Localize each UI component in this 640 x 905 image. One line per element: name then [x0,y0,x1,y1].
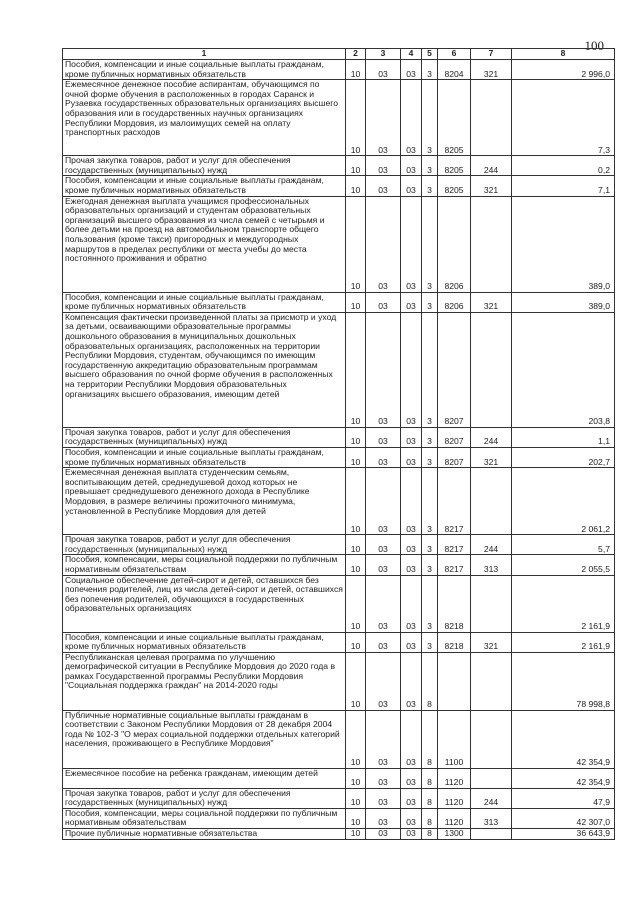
target-code-cell: 8204 [438,60,471,80]
table-row [63,632,615,652]
table-row [63,555,615,575]
target-code-cell: 8207 [438,312,471,427]
section-code-cell: 10 [346,427,366,447]
table-row [63,292,615,312]
subsection-code-cell: 03 [366,829,401,840]
target-code-cell: 1100 [438,710,471,768]
subprogram-code-cell: 3 [422,312,438,427]
subprogram-code-cell: 8 [422,652,438,710]
amount-cell: 202,7 [512,447,615,467]
subsection-code-cell: 03 [366,808,401,828]
section-code-cell: 10 [346,468,366,535]
expense-type-cell [471,829,512,840]
program-code-cell: 03 [401,447,422,467]
program-code-cell: 03 [401,555,422,575]
section-code-cell: 10 [346,60,366,80]
subsection-code-cell: 03 [366,468,401,535]
amount-cell: 42 307,0 [512,808,615,828]
row-name-cell: Ежемесячная денежная выплата студенческим семьям, воспитывающим детей, среднедушевой доход которых не превышает среднедушевого денежного дохода в Республике Мордовия, в размере величины прожиточного минимума, установленной в Республике Мордовия для детей [63,468,346,535]
target-code-cell: 1300 [438,829,471,840]
amount-cell: 2 061,2 [512,468,615,535]
program-code-cell: 03 [401,196,422,292]
section-code-cell: 10 [346,575,366,632]
row-name-cell: Компенсация фактически произведенной платы за присмотр и уход за детьми, осваивающими образовательные программы дошкольного образования в муниципальных дошкольных образовательных организациях, расположенных на территории Республики Мордовия, студентам, обучающимся по имеющим государственную аккредитацию образовательным программам высшего образования по очной форме обучения в расположенных на территории Республики Мордовия образовательных организациях высшего образования, имеющим детей [63,312,346,427]
amount-cell: 7,3 [512,80,615,156]
header-cell: 8 [512,49,615,60]
target-code-cell: 8205 [438,80,471,156]
subsection-code-cell: 03 [366,80,401,156]
amount-cell: 389,0 [512,196,615,292]
row-name-cell: Публичные нормативные социальные выплаты гражданам в соответствии с Законом Республики Мордовия от 28 декабря 2004 года № 102-З "О мерах социальной поддержки отдельных категорий населения, проживающего в Республике Мордовия" [63,710,346,768]
target-code-cell: 8218 [438,632,471,652]
subsection-code-cell: 03 [366,312,401,427]
section-code-cell: 10 [346,447,366,467]
amount-cell: 7,1 [512,176,615,196]
subsection-code-cell: 03 [366,427,401,447]
target-code-cell: 1120 [438,788,471,808]
target-code-cell: 8206 [438,292,471,312]
row-name-cell: Прочая закупка товаров, работ и услуг для обеспечения государственных (муниципальных) нужд [63,156,346,176]
target-code-cell: 8207 [438,427,471,447]
expense-type-cell [471,312,512,427]
row-name-cell: Пособия, компенсации и иные социальные выплаты гражданам, кроме публичных нормативных обязательств [63,176,346,196]
subprogram-code-cell: 3 [422,632,438,652]
target-code-cell: 8217 [438,535,471,555]
header-cell: 5 [422,49,438,60]
expense-type-cell: 244 [471,156,512,176]
row-name-cell: Прочая закупка товаров, работ и услуг для обеспечения государственных (муниципальных) нужд [63,788,346,808]
header-cell: 3 [366,49,401,60]
subprogram-code-cell: 3 [422,447,438,467]
section-code-cell: 10 [346,535,366,555]
expense-type-cell [471,575,512,632]
table-header-row [63,49,615,60]
subprogram-code-cell: 8 [422,710,438,768]
table-row [63,652,615,710]
subprogram-code-cell: 8 [422,788,438,808]
amount-cell: 2 161,9 [512,575,615,632]
expense-type-cell: 321 [471,447,512,467]
target-code-cell: 8217 [438,468,471,535]
program-code-cell: 03 [401,156,422,176]
expense-type-cell: 321 [471,632,512,652]
subsection-code-cell: 03 [366,176,401,196]
table-row [63,80,615,156]
row-name-cell: Пособия, компенсации и иные социальные выплаты гражданам, кроме публичных нормативных обязательств [63,60,346,80]
target-code-cell: 8218 [438,575,471,632]
row-name-cell: Прочая закупка товаров, работ и услуг для обеспечения государственных (муниципальных) нужд [63,427,346,447]
amount-cell: 2 161,9 [512,632,615,652]
program-code-cell: 03 [401,60,422,80]
table-row [63,829,615,840]
section-code-cell: 10 [346,80,366,156]
expense-type-cell: 313 [471,555,512,575]
subsection-code-cell: 03 [366,156,401,176]
amount-cell: 42 354,9 [512,710,615,768]
expense-type-cell [471,468,512,535]
expense-type-cell: 244 [471,427,512,447]
section-code-cell: 10 [346,710,366,768]
subprogram-code-cell: 3 [422,176,438,196]
amount-cell: 42 354,9 [512,768,615,788]
subsection-code-cell: 03 [366,60,401,80]
expense-type-cell [471,768,512,788]
expense-type-cell [471,652,512,710]
target-code-cell [438,652,471,710]
amount-cell: 0,2 [512,156,615,176]
program-code-cell: 03 [401,312,422,427]
program-code-cell: 03 [401,535,422,555]
amount-cell: 2 996,0 [512,60,615,80]
section-code-cell: 10 [346,176,366,196]
program-code-cell: 03 [401,788,422,808]
subprogram-code-cell: 8 [422,768,438,788]
subsection-code-cell: 03 [366,652,401,710]
row-name-cell: Пособия, компенсации и иные социальные выплаты гражданам, кроме публичных нормативных обязательств [63,292,346,312]
table-row [63,788,615,808]
table-row [63,447,615,467]
target-code-cell: 1120 [438,808,471,828]
expense-type-cell: 321 [471,292,512,312]
target-code-cell: 8207 [438,447,471,467]
expense-type-cell: 244 [471,535,512,555]
section-code-cell: 10 [346,292,366,312]
amount-cell: 2 055,5 [512,555,615,575]
subprogram-code-cell: 3 [422,468,438,535]
program-code-cell: 03 [401,808,422,828]
subprogram-code-cell: 3 [422,156,438,176]
subsection-code-cell: 03 [366,292,401,312]
target-code-cell: 1120 [438,768,471,788]
program-code-cell: 03 [401,468,422,535]
amount-cell: 78 998,8 [512,652,615,710]
header-cell: 6 [438,49,471,60]
budget-table [62,48,615,840]
table-row [63,427,615,447]
amount-cell: 1,1 [512,427,615,447]
amount-cell: 203,8 [512,312,615,427]
row-name-cell: Пособия, компенсации и иные социальные выплаты гражданам, кроме публичных нормативных обязательств [63,632,346,652]
subprogram-code-cell: 3 [422,535,438,555]
subprogram-code-cell: 8 [422,808,438,828]
expense-type-cell [471,196,512,292]
program-code-cell: 03 [401,176,422,196]
program-code-cell: 03 [401,652,422,710]
header-cell: 4 [401,49,422,60]
subsection-code-cell: 03 [366,447,401,467]
program-code-cell: 03 [401,292,422,312]
subprogram-code-cell: 3 [422,575,438,632]
row-name-cell: Ежемесячное пособие на ребенка гражданам, имеющим детей [63,768,346,788]
table-row [63,176,615,196]
program-code-cell: 03 [401,710,422,768]
section-code-cell: 10 [346,312,366,427]
amount-cell: 389,0 [512,292,615,312]
page-number: 100 [584,38,604,53]
program-code-cell: 03 [401,80,422,156]
section-code-cell: 10 [346,808,366,828]
amount-cell: 36 643,9 [512,829,615,840]
table-row [63,312,615,427]
row-name-cell: Социальное обеспечение детей-сирот и детей, оставшихся без попечения родителей, лиц из числа детей-сирот и детей, оставшихся без попечения родителей, обучающихся в государственных образовательных организациях [63,575,346,632]
expense-type-cell: 244 [471,788,512,808]
table-row [63,575,615,632]
subprogram-code-cell: 3 [422,292,438,312]
subprogram-code-cell: 3 [422,80,438,156]
subsection-code-cell: 03 [366,768,401,788]
subsection-code-cell: 03 [366,710,401,768]
subsection-code-cell: 03 [366,575,401,632]
subprogram-code-cell: 8 [422,829,438,840]
section-code-cell: 10 [346,196,366,292]
section-code-cell: 10 [346,156,366,176]
row-name-cell: Прочая закупка товаров, работ и услуг для обеспечения государственных (муниципальных) нужд [63,535,346,555]
target-code-cell: 8206 [438,196,471,292]
expense-type-cell: 313 [471,808,512,828]
amount-cell: 47,9 [512,788,615,808]
header-cell: 2 [346,49,366,60]
section-code-cell: 10 [346,788,366,808]
amount-cell: 5,7 [512,535,615,555]
section-code-cell: 10 [346,652,366,710]
subsection-code-cell: 03 [366,788,401,808]
section-code-cell: 10 [346,829,366,840]
row-name-cell: Прочие публичные нормативные обязательства [63,829,346,840]
row-name-cell: Пособия, компенсации, меры социальной поддержки по публичным нормативным обязательствам [63,555,346,575]
expense-type-cell: 321 [471,60,512,80]
target-code-cell: 8205 [438,156,471,176]
subprogram-code-cell: 3 [422,427,438,447]
row-name-cell: Республиканская целевая программа по улучшению демографической ситуации в Республике Мордовия до 2020 года в рамках Государственной программы Республики Мордовия "Социальная поддержка граждан" на 2014-2020 годы [63,652,346,710]
program-code-cell: 03 [401,829,422,840]
subprogram-code-cell: 3 [422,555,438,575]
subsection-code-cell: 03 [366,196,401,292]
table-row [63,468,615,535]
target-code-cell: 8205 [438,176,471,196]
subsection-code-cell: 03 [366,632,401,652]
table-row [63,710,615,768]
section-code-cell: 10 [346,768,366,788]
expense-type-cell: 321 [471,176,512,196]
section-code-cell: 10 [346,555,366,575]
subsection-code-cell: 03 [366,535,401,555]
target-code-cell: 8217 [438,555,471,575]
header-cell: 7 [471,49,512,60]
table-row [63,196,615,292]
row-name-cell: Ежемесячное денежное пособие аспирантам, обучающимся по очной форме обучения в расположенных в городах Саранск и Рузаевка государственных образовательных организациях высшего образования или в государственных научных организациях Республики Мордовия, из малоимущих семей на оплату транспортных расходов [63,80,346,156]
table-row [63,768,615,788]
program-code-cell: 03 [401,427,422,447]
section-code-cell: 10 [346,632,366,652]
table-row [63,156,615,176]
row-name-cell: Пособия, компенсации и иные социальные выплаты гражданам, кроме публичных нормативных обязательств [63,447,346,467]
expense-type-cell [471,80,512,156]
program-code-cell: 03 [401,575,422,632]
program-code-cell: 03 [401,768,422,788]
subprogram-code-cell: 3 [422,60,438,80]
subsection-code-cell: 03 [366,555,401,575]
header-cell: 1 [63,49,346,60]
expense-type-cell [471,710,512,768]
subprogram-code-cell: 3 [422,196,438,292]
program-code-cell: 03 [401,632,422,652]
row-name-cell: Пособия, компенсации, меры социальной поддержки по публичным нормативным обязательствам [63,808,346,828]
table-row [63,535,615,555]
table-row [63,808,615,828]
row-name-cell: Ежегодная денежная выплата учащимся профессиональных образовательных организаций и студентам образовательных организаций высшего образования из числа семей с четырьмя и более детьми на проезд на автомобильном транспорте общего пользования (кроме такси) пригородных и междугородных маршрутов в пределах республики от места учебы до места постоянного проживания и обратно [63,196,346,292]
table-row [63,60,615,80]
